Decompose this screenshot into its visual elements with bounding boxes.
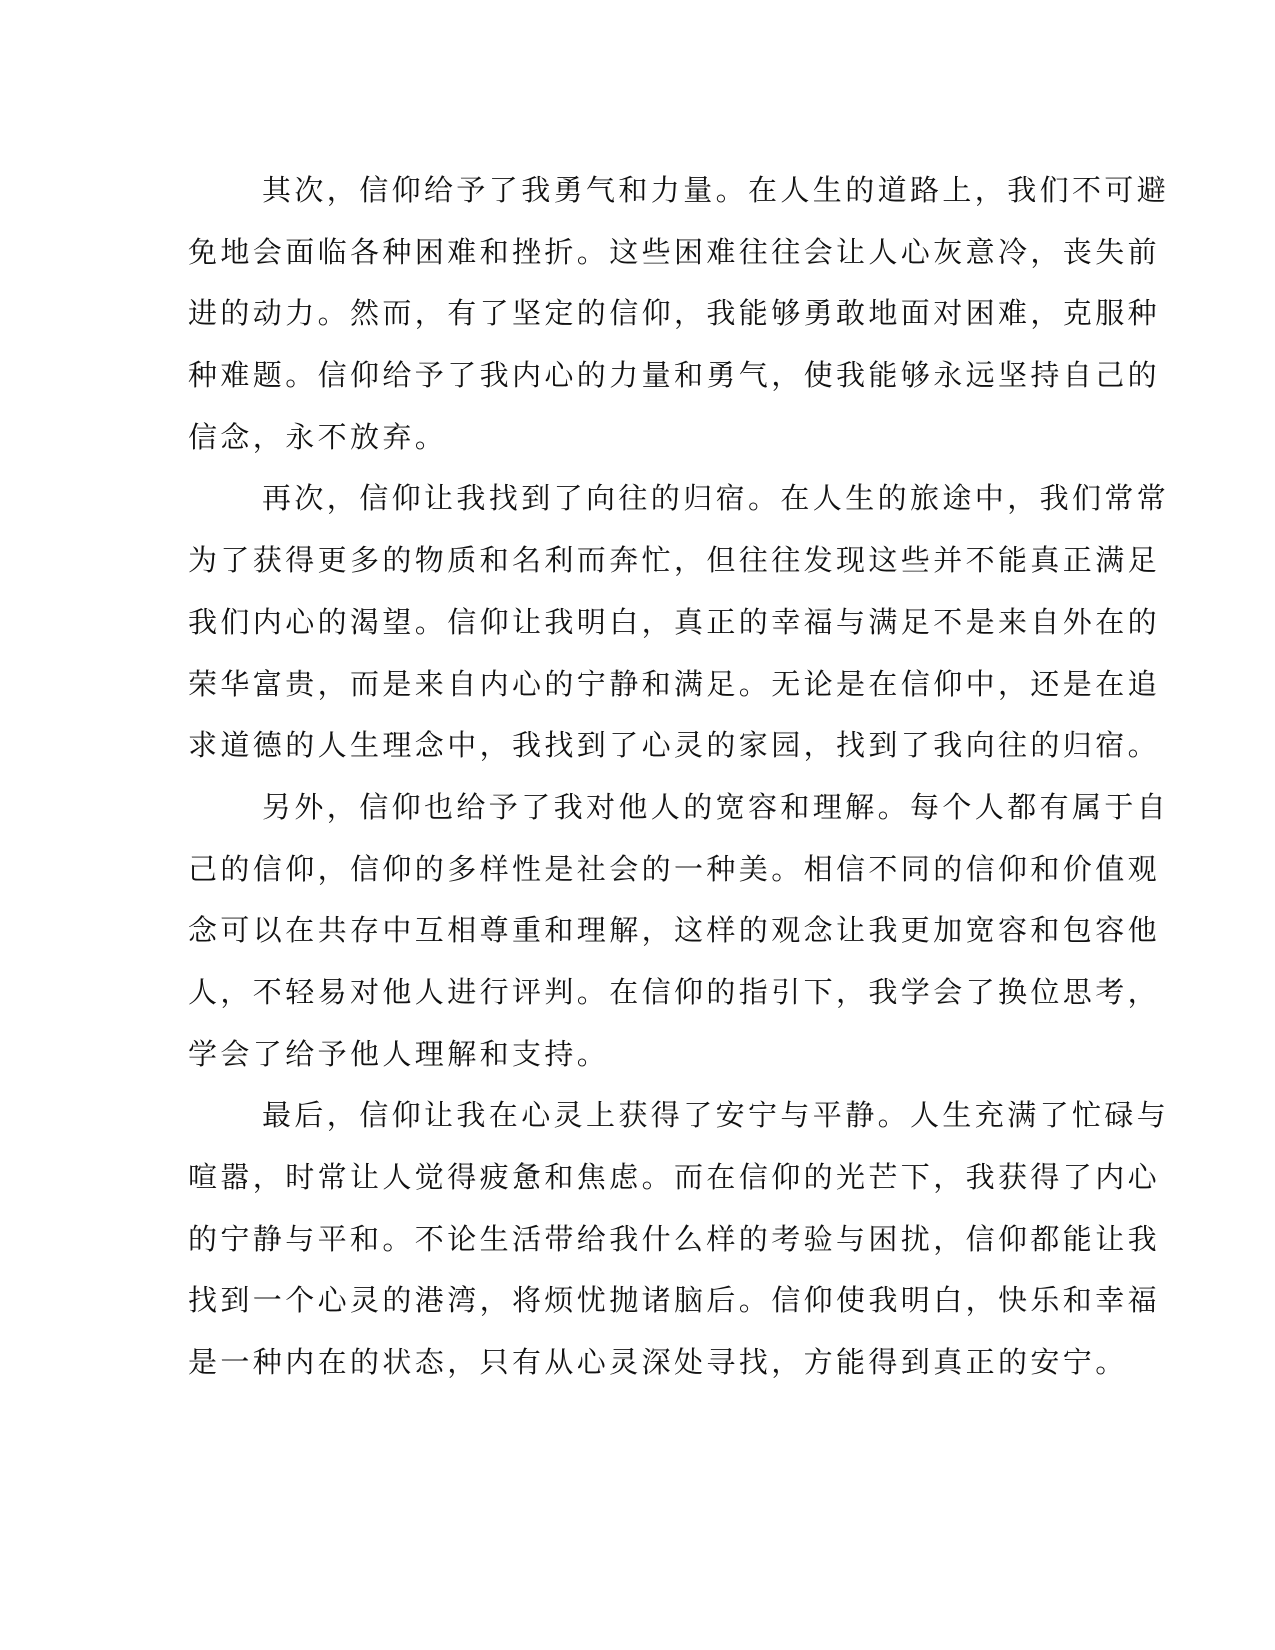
text-line: 进的动力。然而，有了坚定的信仰，我能够勇敢地面对困难，克服种 [188,296,1161,331]
paragraph-3 [188,777,1170,1085]
text-line: 荣华富贵，而是来自内心的宁静和满足。无论是在信仰中，还是在追 [188,666,1161,701]
text-line: 的宁静与平和。不论生活带给我什么样的考验与困扰，信仰都能让我 [188,1221,1161,1256]
text-line: 我们内心的渴望。信仰让我明白，真正的幸福与满足不是来自外在的 [188,604,1161,639]
paragraph-2 [188,468,1170,776]
document-body [188,160,1170,1394]
text-line: 另外，信仰也给予了我对他人的宽容和理解。每个人都有属于自 [262,789,1170,824]
text-line: 其次，信仰给予了我勇气和力量。在人生的道路上，我们不可避 [262,173,1170,207]
text-line: 免地会面临各种困难和挫折。这些困难往往会让人心灰意冷，丧失前 [188,234,1161,269]
text-line: 最后，信仰让我在心灵上获得了安宁与平静。人生充满了忙碌与 [262,1098,1170,1133]
text-line: 求道德的人生理念中，我找到了心灵的家园，找到了我向往的归宿。 [188,728,1161,763]
text-line: 念可以在共存中互相尊重和理解，这样的观念让我更加宽容和包容他 [188,913,1161,948]
text-line: 种难题。信仰给予了我内心的力量和勇气，使我能够永远坚持自己的 [188,358,1161,393]
text-line: 信念，永不放弃。 [188,419,448,454]
text-line: 为了获得更多的物质和名利而奔忙，但往往发现这些并不能真正满足 [188,543,1161,578]
text-line: 己的信仰，信仰的多样性是社会的一种美。相信不同的信仰和价值观 [188,851,1161,886]
text-line: 是一种内在的状态，只有从心灵深处寻找，方能得到真正的安宁。 [188,1345,1128,1380]
text-line: 再次，信仰让我找到了向往的归宿。在人生的旅途中，我们常常 [262,481,1170,516]
text-line: 喧嚣，时常让人觉得疲惫和焦虑。而在信仰的光芒下，我获得了内心 [188,1160,1161,1194]
paragraph-4 [188,1085,1170,1393]
text-line: 人，不轻易对他人进行评判。在信仰的指引下，我学会了换位思考， [188,974,1161,1009]
text-line: 学会了给予他人理解和支持。 [188,1036,610,1071]
text-line: 找到一个心灵的港湾，将烦忧抛诸脑后。信仰使我明白，快乐和幸福 [188,1283,1161,1318]
paragraph-1 [188,160,1170,468]
